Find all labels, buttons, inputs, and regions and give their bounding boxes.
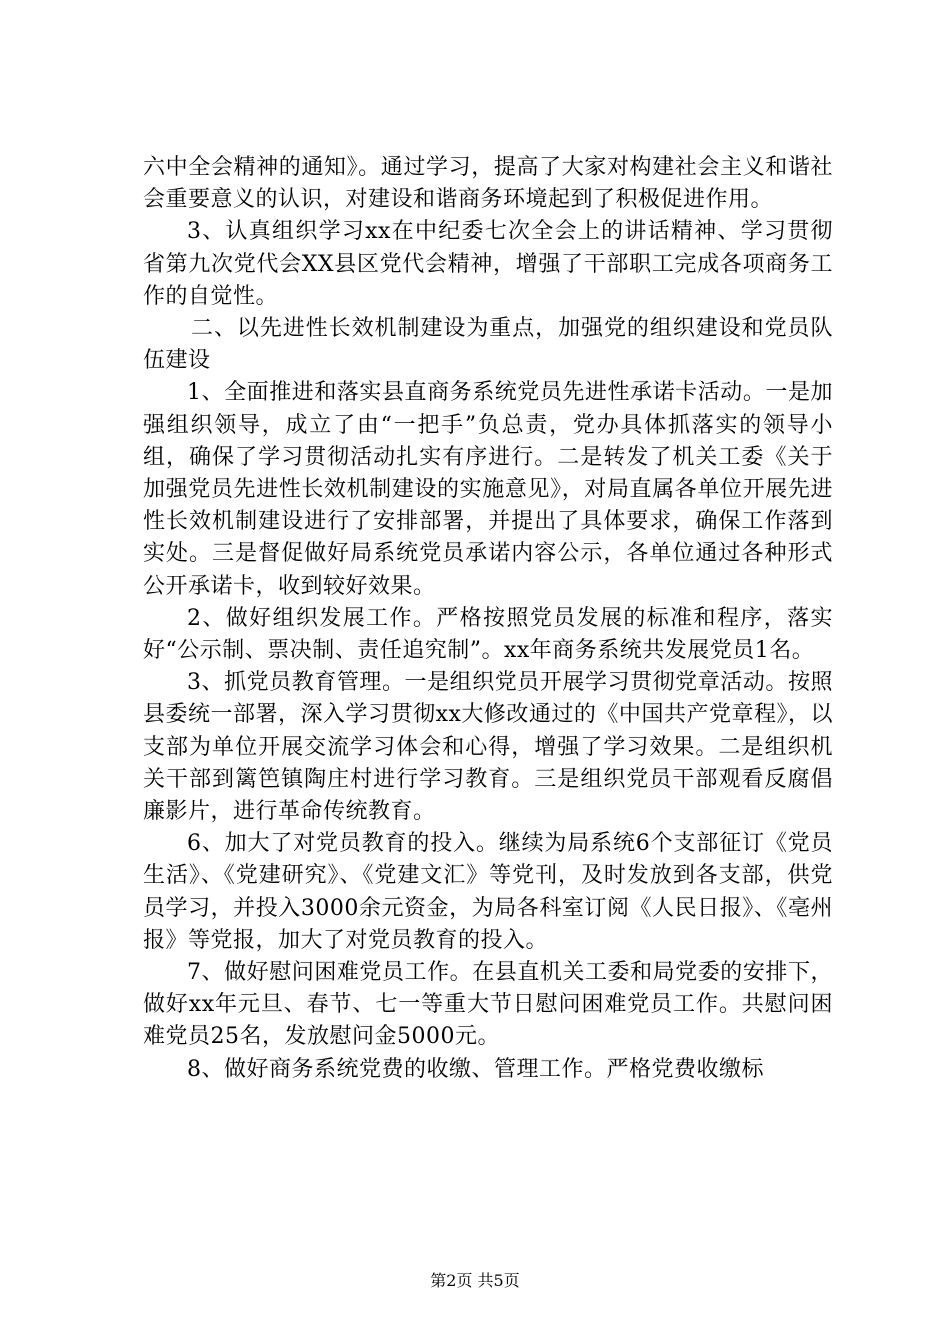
paragraph-item-3-education: 3、抓党员教育管理。一是组织党员开展学习贯彻党章活动。按照县委统一部署，深入学习贯彻xx大修改通过的《中国共产党章程》，以支部为单位开展交流学习体会和心得，增强了学习效果。二是组织机关干部到篱笆镇陶庄村进行学习教育。三是组织党员干部观看反腐倡廉影片，进行革命传统教育。 xyxy=(143,670,833,825)
paragraph-item-8-dues: 8、做好商务系统党费的收缴、管理工作。严格党费收缴标 xyxy=(187,1056,764,1082)
paragraph-item-3-study: 3、认真组织学习xx在中纪委七次全会上的讲话精神、学习贯彻省第九次党代会XX县区党代会精神，增强了干部职工完成各项商务工作的自觉性。 xyxy=(143,219,833,309)
paragraph-item-7-condolence: 7、做好慰问困难党员工作。在县直机关工委和局党委的安排下，做好xx年元旦、春节、七一等重大节日慰问困难党员工作。共慰问困难党员25名，发放慰问金5000元。 xyxy=(143,960,833,1050)
page-number-label: 第2页 共5页 xyxy=(430,1271,520,1290)
paragraph-item-1-pledge: 1、全面推进和落实县直商务系统党员先进性承诺卡活动。一是加强组织领导，成立了由“一把手”负总责，党办具体抓落实的领导小组，确保了学习贯彻活动扎实有序进行。二是转发了机关工委《关于加强党员先进性长效机制建设的实施意见》，对局直属各单位开展先进性长效机制建设进行了安排部署，并提出了具体要求，确保工作落到实处。三是督促做好局系统党员承诺内容公示，各单位通过各种形式公开承诺卡，收到较好效果。 xyxy=(143,380,833,599)
page-footer xyxy=(0,1271,950,1291)
paragraph-item-6-investment: 6、加大了对党员教育的投入。继续为局系统6个支部征订《党员生活》、《党建研究》、《党建文汇》等党刊，及时发放到各支部，供党员学习，并投入3000余元资金，为局各科室订阅《人民日报》、《亳州报》等党报，加大了对党员教育的投入。 xyxy=(143,831,833,953)
document-body xyxy=(143,152,833,1086)
section-heading-2: 二、以先进性长效机制建设为重点，加强党的组织建设和党员队伍建设 xyxy=(143,316,833,374)
paragraph-item-2-development: 2、做好组织发展工作。严格按照党员发展的标准和程序，落实好“公示制、票决制、责任追究制”。xx年商务系统共发展党员1名。 xyxy=(143,605,833,664)
paragraph-continuation: 六中全会精神的通知》。通过学习，提高了大家对构建社会主义和谐社会重要意义的认识，对建设和谐商务环境起到了积极促进作用。 xyxy=(143,155,833,213)
